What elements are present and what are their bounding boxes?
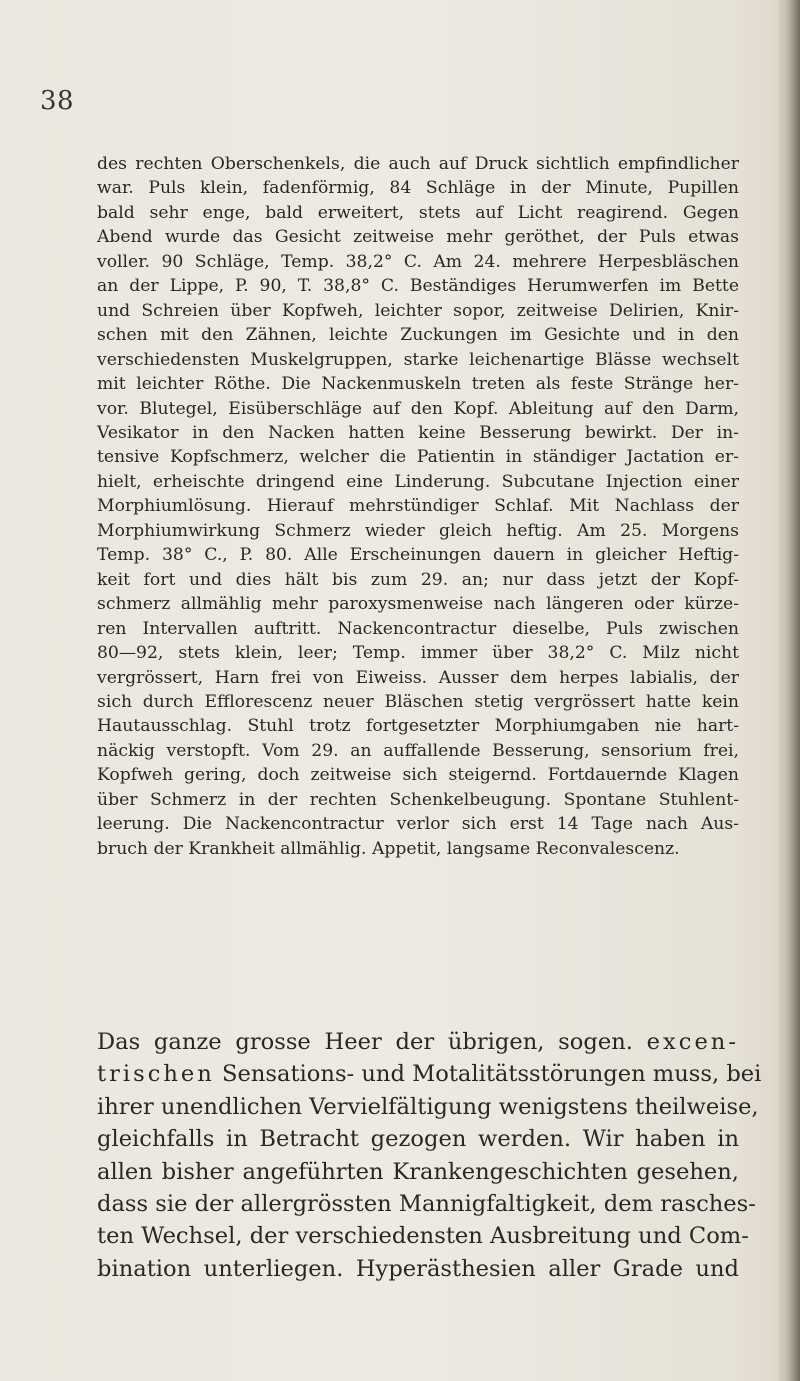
text-line: ren Intervallen auftritt. Nackencontractur dieselbe, Puls zwischen <box>97 618 739 639</box>
text-line: und Schreien über Kopfweh, leichter sopor, zeitweise Delirien, Knir- <box>97 300 739 321</box>
text-line: Morphiumwirkung Schmerz wieder gleich heftig. Am 25. Morgens <box>97 520 739 541</box>
text-line: bald sehr enge, bald erweitert, stets auf Licht reagirend. Gegen <box>97 202 739 223</box>
text-line: bination unterliegen. Hyperästhesien aller Grade und <box>97 1255 739 1282</box>
text-line: näckig verstopft. Vom 29. an auffallende Besserung, sensorium frei, <box>97 740 739 761</box>
text-line: bruch der Krankheit allmählig. Appetit, langsame Reconvalescenz. <box>97 838 680 859</box>
text-line: 80—92, stets klein, leer; Temp. immer über 38,2° C. Milz nicht <box>97 643 739 664</box>
text-line: Temp. 38° C., P. 80. Alle Erscheinungen dauern in gleicher Heftig- <box>97 545 739 566</box>
text-line: an der Lippe, P. 90, T. 38,8° C. Beständiges Herumwerfen im Bette <box>97 276 739 297</box>
text-line: Das ganze grosse Heer der übrigen, sogen. excen- <box>97 1029 739 1055</box>
text-line: leerung. Die Nackencontractur verlor sich erst 14 Tage nach Aus- <box>97 814 739 835</box>
text-line: gleichfalls in Betracht gezogen werden. Wir haben in <box>97 1126 739 1153</box>
text-line: vergrössert, Harn frei von Eiweiss. Ausser dem herpes labialis, der <box>97 667 739 688</box>
text-line: voller. 90 Schläge, Temp. 38,2° C. Am 24. mehrere Herpesbläschen <box>97 251 739 272</box>
page-edge-shadow <box>778 0 800 1381</box>
text-line: über Schmerz in der rechten Schenkelbeugung. Spontane Stuhlent- <box>97 789 739 810</box>
text-line: verschiedensten Muskelgruppen, starke leichenartige Blässe wechselt <box>97 349 739 370</box>
text-line: ihrer unendlichen Vervielfältigung wenigstens theilweise, <box>97 1093 759 1120</box>
text-line: tensive Kopfschmerz, welcher die Patientin in ständiger Jactation er- <box>97 447 739 468</box>
case-report-paragraph <box>97 152 739 861</box>
text-line: trischen Sensations- und Motalitätsstörungen muss, bei <box>97 1061 762 1088</box>
text-line: Morphiumlösung. Hierauf mehrstündiger Schlaf. Mit Nachlass der <box>97 496 739 517</box>
text-line: Hautausschlag. Stuhl trotz fortgesetzter Morphiumgaben nie hart- <box>97 716 739 737</box>
discussion-paragraph <box>97 1026 762 1285</box>
text-line: schmerz allmählig mehr paroxysmenweise nach längeren oder kürze- <box>97 594 739 615</box>
text-line: dass sie der allergrössten Mannigfaltigkeit, dem rasches- <box>97 1191 756 1218</box>
text-line: Kopfweh gering, doch zeitweise sich steigernd. Fortdauernde Klagen <box>97 765 739 786</box>
text-line: allen bisher angeführten Krankengeschichten gesehen, <box>97 1158 739 1185</box>
text-line: vor. Blutegel, Eisüberschläge auf den Kopf. Ableitung auf den Darm, <box>97 398 739 419</box>
text-line: hielt, erheischte dringend eine Linderung. Subcutane Injection einer <box>97 471 739 492</box>
text-line: war. Puls klein, fadenförmig, 84 Schläge in der Minute, Pupillen <box>97 178 739 199</box>
text-line: schen mit den Zähnen, leichte Zuckungen im Gesichte und in den <box>97 325 739 346</box>
text-line: ten Wechsel, der verschiedensten Ausbreitung und Com- <box>97 1223 749 1250</box>
page-number: 38 <box>40 86 75 116</box>
text-line: mit leichter Röthe. Die Nackenmuskeln treten als feste Stränge her- <box>97 374 739 395</box>
text-line: Abend wurde das Gesicht zeitweise mehr geröthet, der Puls etwas <box>97 227 739 248</box>
text-line: des rechten Oberschenkels, die auch auf Druck sichtlich empfindlicher <box>97 154 739 174</box>
text-line: Vesikator in den Nacken hatten keine Besserung bewirkt. Der in- <box>97 422 739 443</box>
text-line: sich durch Efflorescenz neuer Bläschen stetig vergrössert hatte kein <box>97 691 739 712</box>
text-line: keit fort und dies hält bis zum 29. an; nur dass jetzt der Kopf- <box>97 569 739 590</box>
